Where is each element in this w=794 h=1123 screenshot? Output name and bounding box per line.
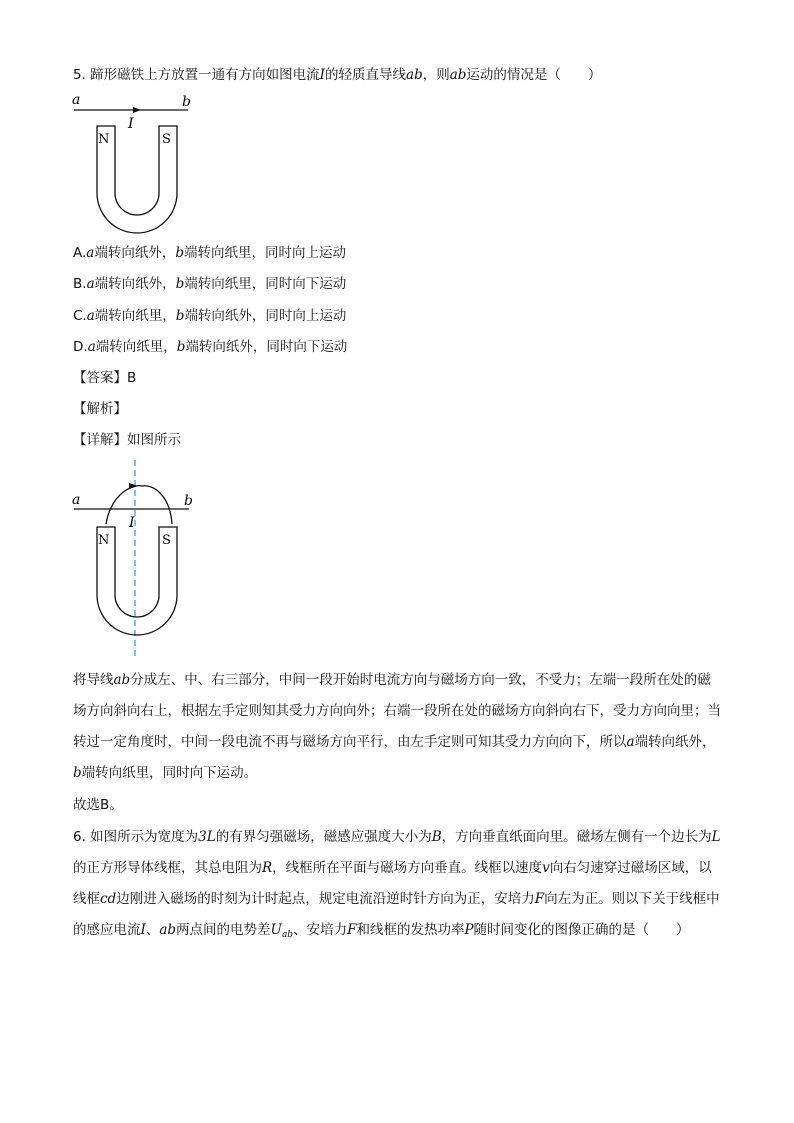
- answer: 【答案】B: [73, 370, 137, 386]
- q5-stem: 5. 蹄形磁铁上方放置一通有方向如图电流I的轻质直导线ab，则ab运动的情况是（ ）: [73, 67, 602, 83]
- explanation-text: 将导线ab分成左、中、右三部分，中间一段开始时电流方向与磁场方向一致，不受力；左端一段所在处的磁场方向斜向右上，根据左手定则知其受力方向向外；右端一段所在处的磁场方向斜向右下，受力方向向里；当转过一定角度时，中间一段电流不再与磁场方向平行，由左手定则可知其受力方向向下，所以a端转向纸外，b端转向纸里，同时向下运动。: [73, 672, 721, 781]
- pole-s: S: [162, 132, 171, 147]
- figure-magnet-wire: [70, 88, 200, 238]
- label-a: a: [72, 92, 81, 108]
- current-arrow: [133, 107, 141, 113]
- analysis-heading: 【解析】: [73, 401, 127, 417]
- option-a: A.a端转向纸外，b端转向纸里，同时向上运动: [73, 245, 347, 261]
- pole-n: N: [98, 132, 110, 147]
- field-arrow: [129, 483, 138, 489]
- figure-magnet-field: [70, 460, 210, 670]
- label-current: I: [128, 116, 134, 132]
- detail-heading: 【详解】如图所示: [73, 432, 181, 448]
- label-b: b: [182, 94, 191, 110]
- label-b: b: [184, 493, 193, 509]
- q6-stem: 6. 如图所示为宽度为3L的有界匀强磁场，磁感应强度大小为B，方向垂直纸面向里。磁场左侧有一个边长为L的正方形导体线框，其总电阻为R，线框所在平面与磁场方向垂直。线框以速度v向右匀速穿过磁场区域，以线框cd边刚进入磁场的时刻为计时起点，规定电流沿逆时针方向为正，安培力F向左为正。则以下关于线框中的感应电流I、ab两点间的电势差$U_{ab}$、安培力F和线框的发热功率P随时间变化的图像正确的是（ ）: [73, 829, 721, 940]
- option-b: B.a端转向纸外，b端转向纸里，同时向下运动: [73, 276, 347, 292]
- label-a: a: [72, 492, 81, 508]
- conclusion: 故选B。: [73, 797, 123, 813]
- label-current: I: [129, 515, 135, 531]
- field-line: [106, 486, 172, 524]
- pole-n: N: [98, 533, 110, 548]
- pole-s: S: [162, 533, 171, 548]
- option-d: D.a端转向纸里，b端转向纸外，同时向下运动: [73, 339, 348, 355]
- option-c: C.a端转向纸里，b端转向纸外，同时向上运动: [73, 308, 347, 324]
